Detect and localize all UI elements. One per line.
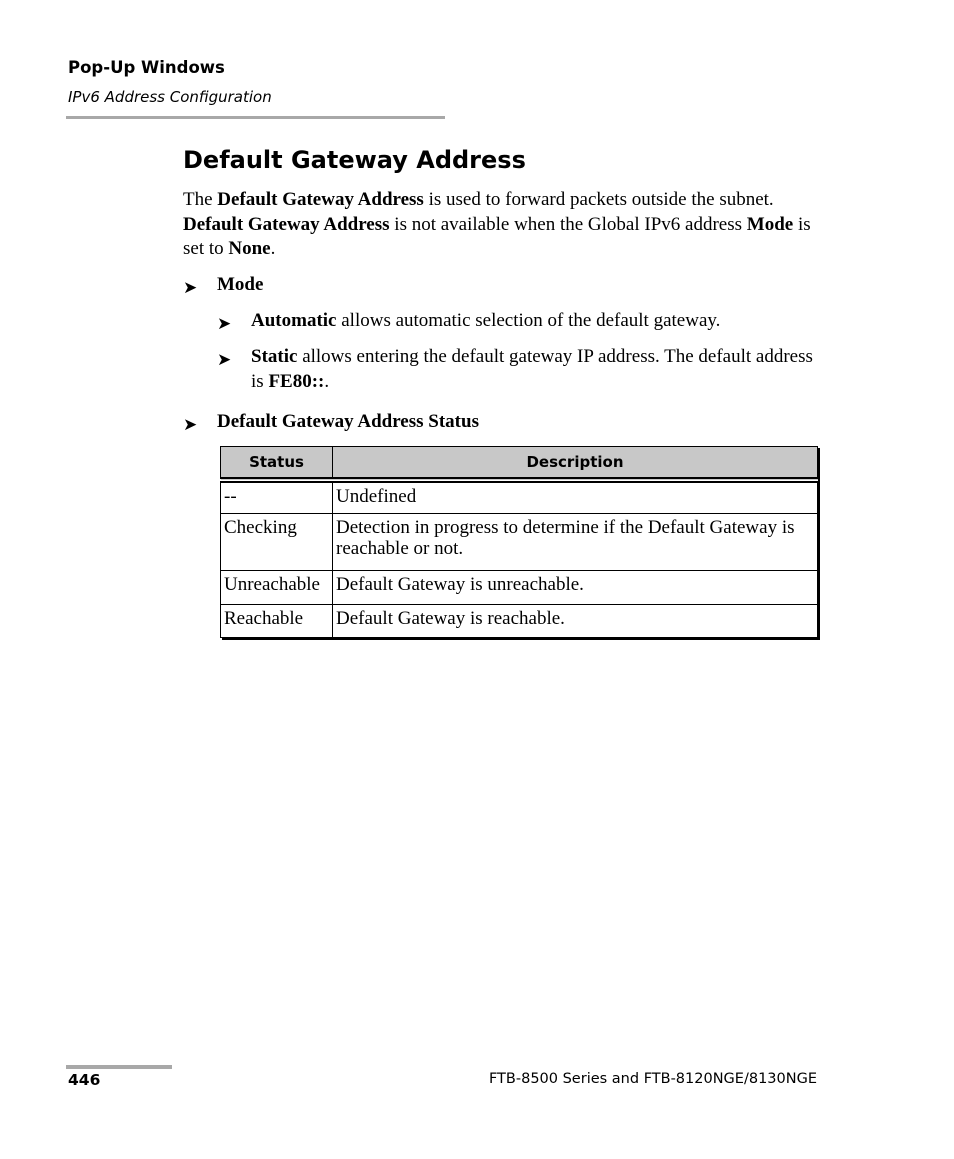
status-cell: Checking (221, 513, 333, 570)
section-header-title: Pop-Up Windows (68, 58, 225, 77)
intro-text: is set to (183, 213, 811, 259)
intro-term: None (228, 238, 271, 259)
page-title: Default Gateway Address (183, 146, 526, 174)
description-cell: Default Gateway is reachable. (333, 604, 818, 637)
table-header-status: Status (221, 447, 333, 481)
automatic-text (251, 309, 817, 334)
automatic-description: allows automatic selection of the default gateway. (336, 310, 721, 331)
section-header-subtitle: IPv6 Address Configuration (68, 88, 272, 106)
table-row (221, 570, 818, 604)
static-default-value: FE80:: (268, 370, 325, 392)
table-header-row (221, 447, 818, 481)
header-divider (66, 116, 445, 119)
footer-product-name: FTB-8500 Series and FTB-8120NGE/8130NGE (488, 1071, 817, 1087)
automatic-term: Automatic (251, 310, 337, 331)
static-description: allows entering the default gateway IP address. The default address is (251, 346, 813, 392)
page-number: 446 (68, 1071, 101, 1089)
bullet-arrow-icon: ➤ (183, 415, 198, 435)
intro-text: . (270, 238, 276, 259)
status-cell: Reachable (221, 604, 333, 637)
status-cell: -- (221, 480, 333, 513)
table-row (221, 513, 818, 570)
description-cell: Undefined (333, 480, 818, 513)
intro-text: The (183, 189, 218, 210)
table-header-description: Description (333, 447, 818, 481)
status-cell: Unreachable (221, 570, 333, 604)
bullet-arrow-icon: ➤ (183, 278, 198, 298)
static-term: Static (251, 346, 298, 367)
bullet-arrow-icon: ➤ (217, 314, 232, 334)
static-description-end: . (324, 370, 330, 392)
static-text (251, 345, 817, 394)
intro-text: is used to forward packets outside the subnet. (423, 189, 774, 210)
footer-divider (66, 1065, 172, 1069)
table-row (221, 480, 818, 513)
status-label: Default Gateway Address Status (217, 411, 479, 432)
intro-term: Default Gateway Address (217, 189, 424, 210)
status-table (220, 446, 818, 638)
bullet-arrow-icon: ➤ (217, 350, 232, 370)
description-cell: Detection in progress to determine if the Default Gateway is reachable or not. (333, 513, 818, 570)
intro-paragraph (183, 188, 823, 262)
mode-label: Mode (217, 274, 264, 295)
intro-term: Mode (746, 213, 794, 235)
description-cell: Default Gateway is unreachable. (333, 570, 818, 604)
table-row (221, 604, 818, 637)
intro-term: Default Gateway Address (183, 213, 390, 235)
intro-text: is not available when the Global IPv6 address (389, 213, 747, 235)
